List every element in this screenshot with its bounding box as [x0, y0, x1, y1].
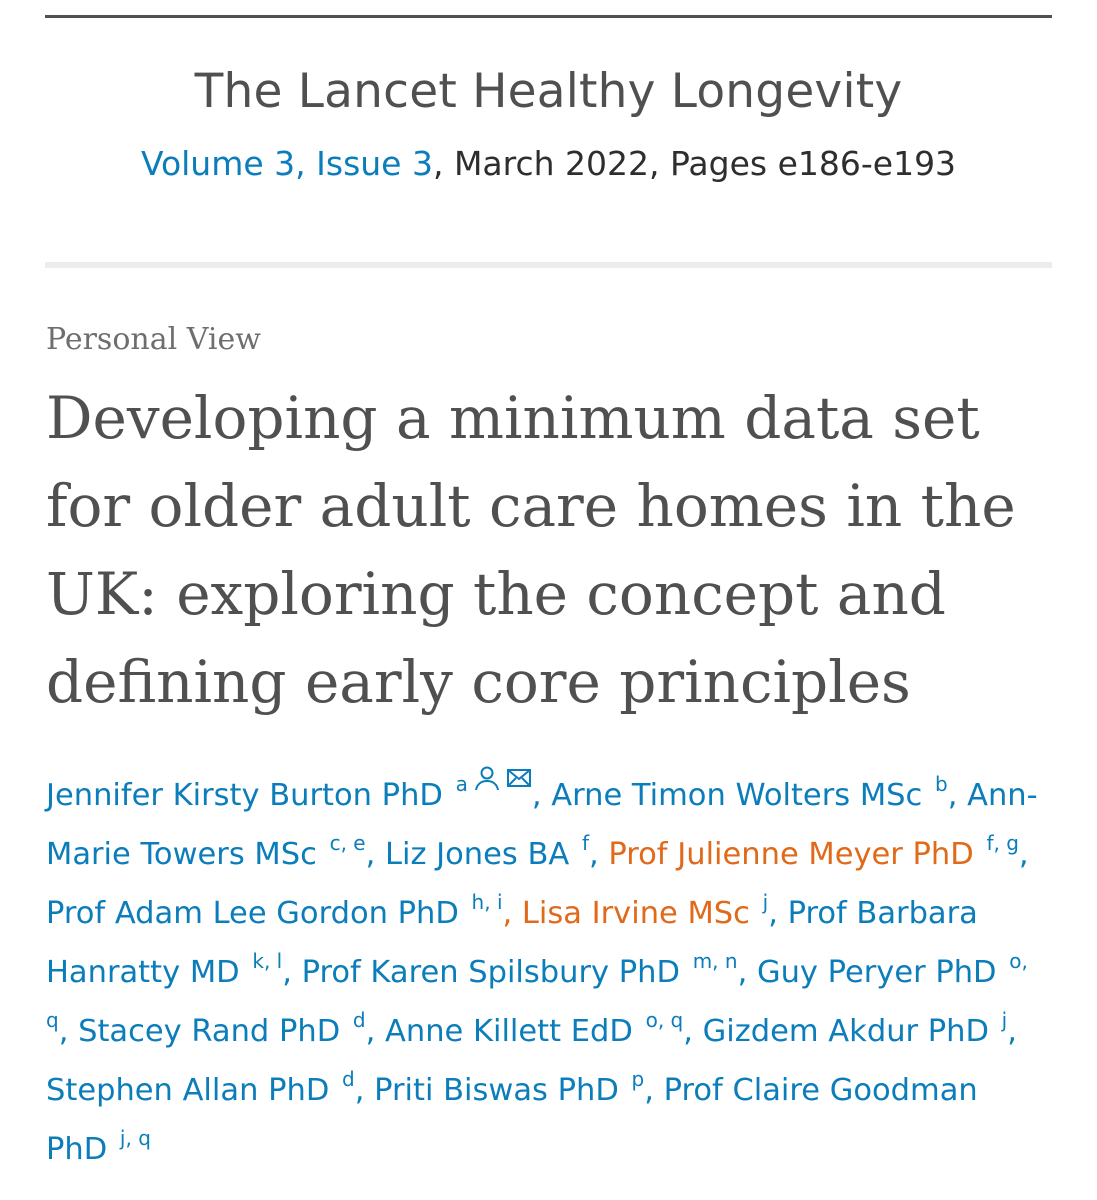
affiliation-marker[interactable]: d — [352, 1008, 366, 1032]
author-name[interactable]: Prof Barbara Hanratty MD — [46, 896, 978, 990]
author-name[interactable]: Ann-Marie Towers MSc — [46, 778, 1038, 872]
journal-title[interactable]: The Lancet Healthy Longevity — [194, 64, 903, 119]
author-name[interactable]: Guy Peryer PhD — [756, 955, 997, 990]
affiliation-marker[interactable]: c, e — [329, 831, 366, 855]
affiliation-marker[interactable]: j — [1001, 1008, 1008, 1032]
affiliation-marker[interactable]: j — [762, 890, 769, 914]
author-list — [46, 765, 1056, 1179]
author-name[interactable]: Gizdem Akdur PhD — [702, 1014, 989, 1049]
author-name[interactable]: Anne Killett EdD — [385, 1014, 633, 1049]
author-separator: , — [589, 837, 609, 872]
author-name[interactable]: Jennifer Kirsty Burton PhD — [46, 778, 443, 813]
author-separator: , — [365, 837, 385, 872]
affiliation-marker[interactable]: d — [342, 1067, 355, 1091]
author-separator: , — [502, 896, 522, 931]
date-pages: , March 2022, Pages e186-e193 — [432, 144, 957, 183]
top-divider — [45, 15, 1052, 18]
affiliation-marker[interactable]: h, i — [471, 890, 503, 914]
author-name[interactable]: Stephen Allan PhD — [46, 1073, 330, 1108]
affiliation-marker[interactable]: f, g — [986, 831, 1019, 855]
author-separator: , — [354, 1073, 375, 1108]
author-separator: , — [737, 955, 757, 990]
article-title: Developing a minimum data set for older adult care homes in the UK: exploring the concept and defining early core principles — [46, 384, 1016, 716]
author-separator: , — [365, 1014, 385, 1049]
author-separator: , — [947, 778, 968, 813]
author-separator: , — [58, 1014, 79, 1049]
author-name[interactable]: Prof Julienne Meyer PhD — [608, 837, 974, 872]
affiliation-marker[interactable]: p — [631, 1067, 645, 1091]
author-separator: , — [644, 1073, 664, 1108]
author-separator: , — [531, 778, 552, 813]
volume-issue-link[interactable]: Volume 3, Issue 3 — [140, 144, 433, 183]
author-separator: , — [683, 1014, 703, 1049]
author-name[interactable]: Priti Biswas PhD — [374, 1073, 619, 1108]
affiliation-marker[interactable]: a — [455, 772, 468, 796]
affiliation-marker[interactable]: o, q — [645, 1008, 684, 1032]
author-name[interactable]: Stacey Rand PhD — [78, 1014, 341, 1049]
affiliation-marker[interactable]: o, q — [46, 949, 1028, 1032]
affiliation-marker[interactable]: m, n — [692, 949, 738, 973]
affiliation-marker[interactable]: b — [934, 772, 948, 796]
section-divider — [45, 262, 1052, 268]
affiliation-marker[interactable]: j, q — [119, 1126, 151, 1150]
person-icon[interactable] — [474, 765, 500, 791]
author-name[interactable]: Prof Adam Lee Gordon PhD — [46, 896, 459, 931]
author-name[interactable]: Arne Timon Wolters MSc — [551, 778, 923, 813]
envelope-icon[interactable] — [506, 765, 532, 791]
author-name[interactable]: Lisa Irvine MSc — [521, 896, 750, 931]
author-name[interactable]: Prof Karen Spilsbury PhD — [301, 955, 680, 990]
author-separator: , — [282, 955, 302, 990]
issue-line — [0, 144, 1097, 183]
author-name[interactable]: Liz Jones BA — [384, 837, 570, 872]
author-separator: , — [768, 896, 788, 931]
author-separator: , — [1007, 1014, 1017, 1049]
author-name[interactable]: Prof Claire Goodman PhD — [46, 1073, 978, 1167]
article-type: Personal View — [46, 322, 261, 357]
affiliation-marker[interactable]: f — [581, 831, 590, 855]
author-separator: , — [1018, 837, 1029, 872]
affiliation-marker[interactable]: k, l — [252, 949, 283, 973]
